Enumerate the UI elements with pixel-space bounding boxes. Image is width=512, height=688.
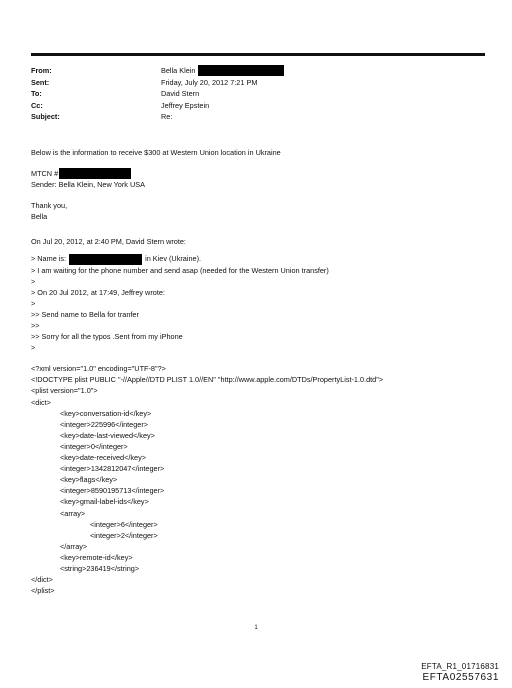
dict-open: <dict> xyxy=(31,397,51,407)
quote-blank: > xyxy=(31,343,36,353)
subject-row xyxy=(31,111,485,123)
send-name-line: >> Send name to Bella for tranfer xyxy=(31,309,139,319)
plist-line: <integer>8590195713</integer> xyxy=(60,486,165,496)
name-suffix: in Kiev (Ukraine). xyxy=(145,254,202,264)
plist-close: </plist> xyxy=(31,586,55,596)
from-value xyxy=(161,65,284,76)
plist-line: <integer>225996</integer> xyxy=(60,419,149,429)
from-label: From: xyxy=(31,66,52,76)
to-label: To: xyxy=(31,89,42,99)
to-row xyxy=(31,88,485,100)
email-body xyxy=(31,147,491,596)
plist-line: <string>236419</string> xyxy=(60,563,140,573)
to-value: David Stern xyxy=(161,89,200,99)
plist-line: <key>gmail-label-ids</key> xyxy=(60,497,149,507)
plist-line: <integer>0</integer> xyxy=(60,441,128,451)
plist-block xyxy=(31,363,491,596)
waiting-line: > I am waiting for the phone number and send asap (needed for the Western Union transfer) xyxy=(31,265,329,275)
plist-line: </array> xyxy=(60,541,88,551)
sorry-line: >> Sorry for all the typos .Sent from my iPhone xyxy=(31,332,183,342)
redaction-block xyxy=(198,65,284,76)
cc-value: Jeffrey Epstein xyxy=(161,100,210,110)
plist-line: <integer>1342812047</integer> xyxy=(60,464,165,474)
sender-line: Sender: Bella Klein, New York USA xyxy=(31,180,145,190)
quote-header: On Jul 20, 2012, at 2:40 PM, David Stern wrote: xyxy=(31,237,186,247)
thanks-line: Thank you, xyxy=(31,201,68,211)
plist-line: <key>conversation-id</key> xyxy=(60,408,152,418)
quote-blank: > xyxy=(31,298,36,308)
sent-value: Friday, July 20, 2012 7:21 PM xyxy=(161,77,258,87)
from-name: Bella Klein xyxy=(161,66,196,76)
cc-row xyxy=(31,100,485,112)
subject-value: Re: xyxy=(161,112,173,122)
name-prefix: > Name is: xyxy=(31,254,67,264)
cc-label: Cc: xyxy=(31,100,43,110)
signature-line: Bella xyxy=(31,212,48,222)
subject-label: Subject: xyxy=(31,112,60,122)
plist-line: <key>date-last-viewed</key> xyxy=(60,430,155,440)
mtcn-line xyxy=(31,168,491,179)
plist-line: <key>flags</key> xyxy=(60,475,118,485)
plist-open: <plist version="1.0"> xyxy=(31,386,98,396)
email-header xyxy=(31,65,485,123)
plist-line: <integer>2</integer> xyxy=(90,530,158,540)
nested-quote-header: > On 20 Jul 2012, at 17:49, Jeffrey wrote: xyxy=(31,287,165,297)
redaction-block xyxy=(59,168,131,179)
plist-line: <key>remote-id</key> xyxy=(60,552,133,562)
plist-line: <key>date-received</key> xyxy=(60,453,146,463)
bates-number-small: EFTA_R1_01716831 xyxy=(421,662,499,671)
sent-label: Sent: xyxy=(31,77,50,87)
page-number: 1 xyxy=(254,625,258,631)
quote-blank: > xyxy=(31,276,36,286)
header-rule xyxy=(31,53,485,56)
from-row xyxy=(31,65,485,77)
sent-row xyxy=(31,77,485,89)
dict-close: </dict> xyxy=(31,575,53,585)
intro-text: Below is the information to receive $300 at Western Union location in Ukraine xyxy=(31,147,281,157)
xml-declaration: <?xml version="1.0" encoding="UTF-8"?> xyxy=(31,364,166,374)
quote-blank: >> xyxy=(31,321,40,330)
redaction-block xyxy=(69,254,142,265)
plist-line: <integer>6</integer> xyxy=(90,519,158,529)
name-line xyxy=(31,254,491,265)
plist-line: <array> xyxy=(60,508,86,518)
bates-number-large: EFTA02557631 xyxy=(422,672,499,683)
mtcn-label: MTCN # xyxy=(31,168,59,178)
doctype-line: <!DOCTYPE plist PUBLIC "-//Apple//DTD PLIST 1.0//EN" "http://www.apple.com/DTDs/PropertyList-1.0.dtd"> xyxy=(31,375,384,385)
